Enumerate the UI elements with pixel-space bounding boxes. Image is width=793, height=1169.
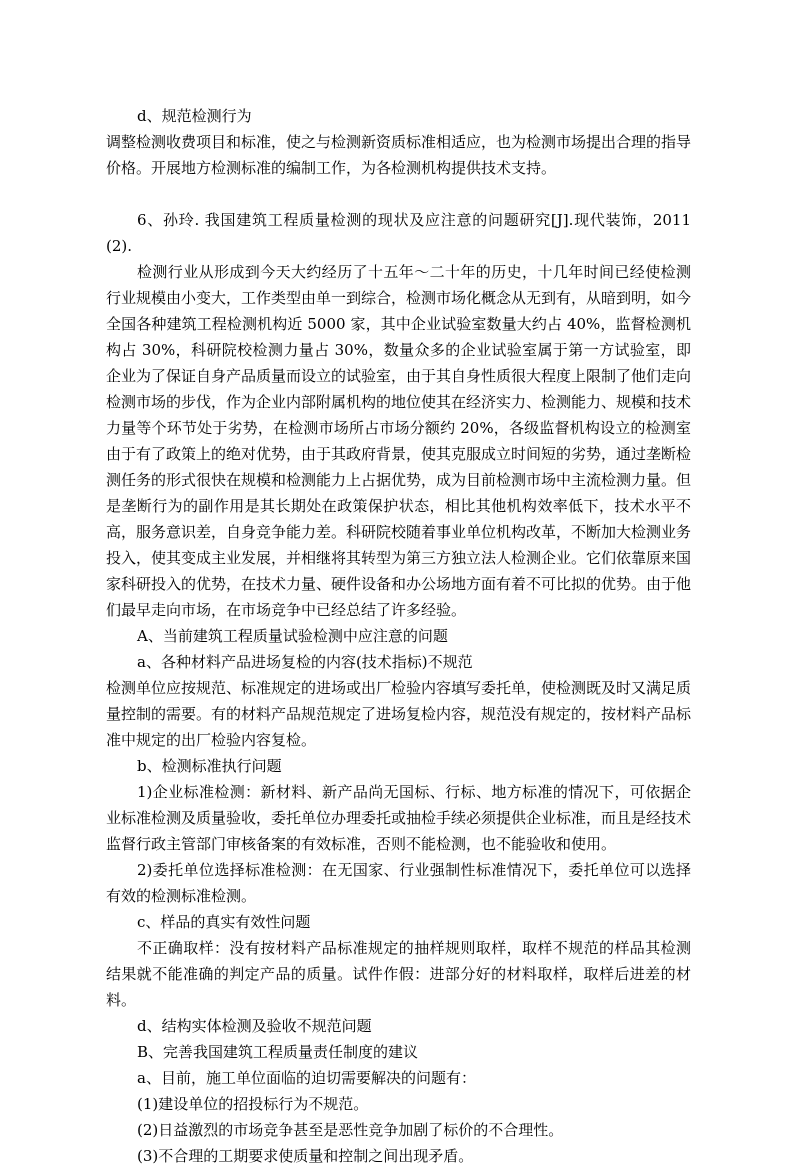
paragraph-material-recheck: 检测单位应按规范、标准规定的进场或出厂检验内容填写委托单，使检测既及时又满足质量控制的需要。有的材料产品规范规定了进场复检内容，规范没有规定的，按材料产品标准中规定的出厂检验内容复检。 [106, 679, 692, 749]
paragraph-industry-overview: 检测行业从形成到今天大约经历了十五年～二十年的历史，十几年时间已经使检测行业规模由小变大，工作类型由单一到综合，检测市场化概念从无到有，从暗到明，如今全国各种建筑工程检测机构近 5000 家，其中企业试验室数量大约占 40%，监督检测机构占 30%，科研院校检测力量占 30%，数量众多的企业试验室属于第一方试验室，即企业为了保证自身产品质量而设立的试验室，由于其自身性质很大程度上限制了他们走向检测市场的步伐，作为企业内部附属机构的地位使其在经济实力、检测能力、规模和技术力量等个环节处于劣势，在检测市场所占市场分额约 20%，各级监督机构设立的检测室由于有了政策上的绝对优势，由于其政府背景，使其克服成立时间短的劣势，通过垄断检测任务的形式很快在规模和检测能力上占据优势，成为目前检测市场中主流检测力量。但是垄断行为的副作用是其长期处在政策保护状态，相比其他机构效率低下，技术水平不高，服务意识差，自身竞争能力差。科研院校随着事业单位机构改革，不断加大检测业务投入，使其变成主业发展，并相继将其转型为第三方独立法人检测企业。它们依靠原来国家科研投入的优势，在技术力量、硬件设备和办公场地方面有着不可比拟的优势。由于他们最早走向市场，在市场竞争中已经总结了许多经验。 [106, 263, 692, 619]
paragraph-enterprise-standard: 1)企业标准检测：新材料、新产品尚无国标、行标、地方标准的情况下，可依据企业标准检测及质量验收，委托单位办理委托或抽检手续必须提供企业标准，而且是经技术监督行政主管部门审核备案的有效标准，否则不能检测，也不能验收和使用。 [106, 783, 692, 853]
list-item-competition: (2)日益激烈的市场竞争甚至是恶性竞争加剧了标价的不合理性。 [137, 1121, 564, 1139]
subheading-a-contractor-issues: a、目前，施工单位面临的迫切需要解决的问题有： [137, 1069, 476, 1087]
heading-b-recommendations: B、完善我国建筑工程质量责任制度的建议 [137, 1043, 419, 1061]
heading-a-current-issues: A、当前建筑工程质量试验检测中应注意的问题 [137, 627, 448, 645]
list-item-bidding: (1)建设单位的招投标行为不规范。 [137, 1095, 369, 1113]
reference-citation: 6、孙玲. 我国建筑工程质量检测的现状及应注意的问题研究[J].现代装饰，2011(2). [106, 211, 691, 255]
subheading-a-material-recheck: a、各种材料产品进场复检的内容(技术指标)不规范 [137, 653, 473, 671]
paragraph-fee-adjustment: 调整检测收费项目和标准，使之与检测新资质标准相适应，也为检测市场提出合理的指导价格。开展地方检测标准的编制工作，为各检测机构提供技术支持。 [106, 133, 692, 177]
paragraph-client-standard: 2)委托单位选择标准检测：在无国家、行业强制性标准情况下，委托单位可以选择有效的检测标准检测。 [106, 861, 691, 905]
list-item-schedule: (3)不合理的工期要求使质量和控制之间出现矛盾。 [137, 1147, 474, 1165]
paragraph-spacer [106, 181, 691, 207]
subheading-d-structural-inspection: d、结构实体检测及验收不规范问题 [137, 1017, 372, 1035]
paragraph-sampling-issues: 不正确取样：没有按材料产品标准规定的抽样规则取样，取样不规范的样品其检测结果就不能准确的判定产品的质量。试件作假：进部分好的材料取样，取样后进差的材料。 [106, 939, 691, 1009]
subheading-b-standard-execution: b、检测标准执行问题 [137, 757, 282, 775]
document-body [106, 103, 691, 1169]
subheading-c-sample-validity: c、样品的真实有效性问题 [137, 913, 311, 931]
heading-d-standardize-testing: d、规范检测行为 [137, 107, 252, 125]
